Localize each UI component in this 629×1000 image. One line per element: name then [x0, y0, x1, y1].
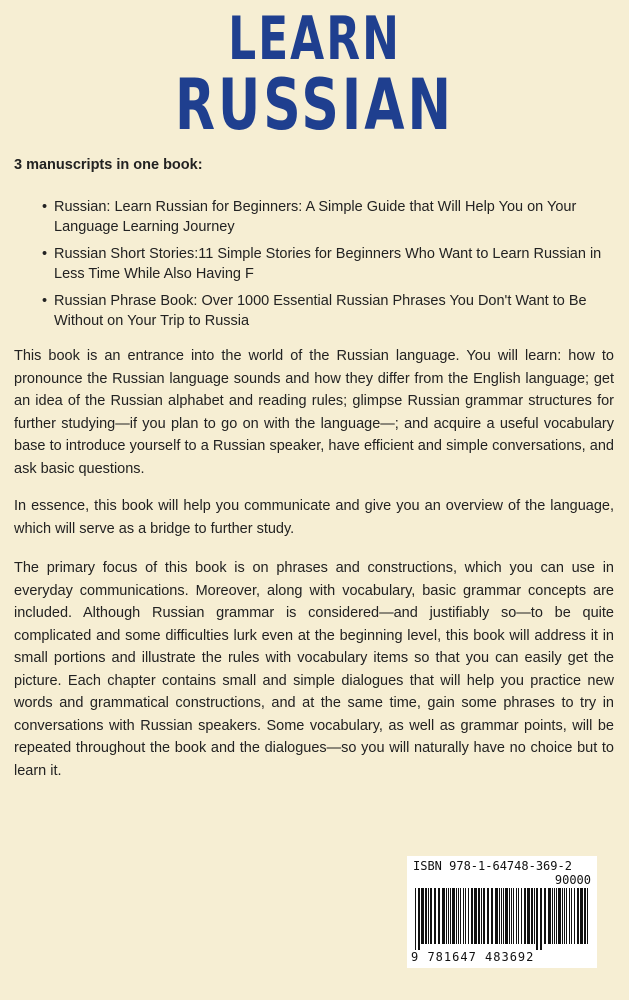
cover-title-line2: RUSSIAN	[175, 65, 454, 147]
list-item: • Russian Phrase Book: Over 1000 Essential Russian Phrases You Don't Want to Be Without on Your Trip to Russia	[42, 291, 612, 331]
list-item: • Russian Short Stories:11 Simple Stories for Beginners Who Want to Learn Russian in Less Time While Also Having F	[42, 244, 612, 284]
ean-digits: 9 781647 483692	[411, 950, 535, 964]
description-paragraph-3: The primary focus of this book is on phrases and constructions, which you can use in everyday communications. Moreover, along with vocabulary, basic grammar concepts are included. Although Russian grammar is considered—and justifiably so—to be quite complicated and some difficulties lurk even at the beginning level, this book will address it in small portions and illustrate the rules with vocabulary items so that you can easily get the picture. Each chapter contains small and simple dialogues that will help you practice new words and grammatical constructions, and at the same time, gain some phrases to try in conversations with Russian speakers. Some vocabulary, as well as grammar points, will be repeated throughout the book and the dialogues—so you will naturally have no choice but to learn it.	[14, 560, 614, 779]
isbn-label: ISBN 978-1-64748-369-2	[413, 859, 572, 873]
barcode	[407, 856, 597, 968]
manuscripts-heading: 3 manuscripts in one book:	[14, 157, 203, 173]
description-paragraph-2: In essence, this book will help you communicate and give you an overview of the language, which will serve as a bridge to further study.	[14, 498, 614, 537]
price-addon-label: 90000	[554, 873, 591, 887]
list-item: • Russian: Learn Russian for Beginners: A Simple Guide that Will Help You on Your Language Learning Journey	[42, 197, 612, 237]
manuscripts-list	[42, 197, 612, 338]
barcode-bars-icon	[413, 888, 591, 950]
description-paragraph-1: This book is an entrance into the world of the Russian language. You will learn: how to pronounce the Russian language sounds and how they differ from the English language; get an idea of the Russian alphabet and reading rules; glimpse Russian grammar structures for further studying—if you plan to go on with the language—; and acquire a useful vocabulary base to introduce yourself to a Russian speaker, have efficient and simple conversations, and ask basic questions.	[14, 348, 614, 477]
cover-title-line1: LEARN	[228, 5, 401, 74]
